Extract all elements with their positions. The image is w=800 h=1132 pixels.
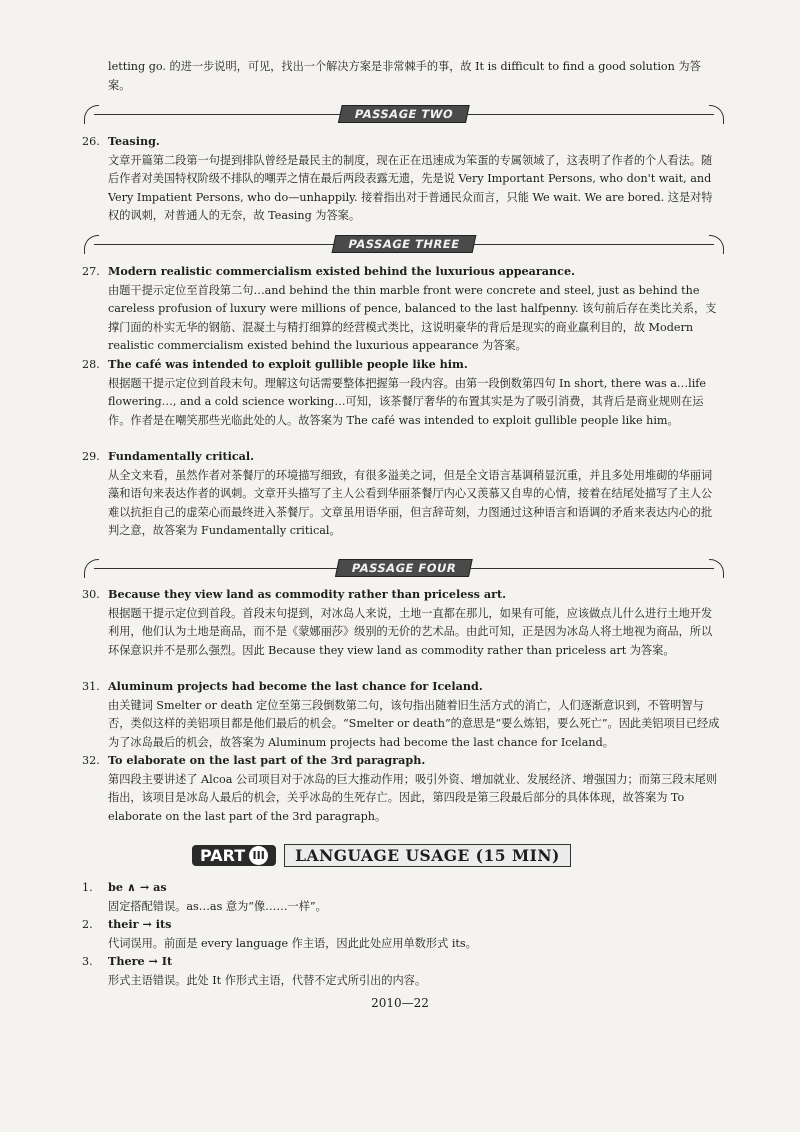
answer-26-head: Teasing. [108,134,160,148]
answer-26-body: 文章开篇第二段第一句提到排队曾经是最民主的制度，现在正在迅速成为笨蛋的专属领域了，这表明了作者的个人看法。随后作者对美国特权阶级不排队的嘲弄之情在最后两段表露无遗，先是说 Very Important Persons, who don't wait, and Very Impatient Persons, who do—unhappily. 接着指出对于普通民众而言，只能 We wait. We are bored. 这是对特权的讽刺，对普通人的无奈，故 Teasing 为答案。 [108,153,713,222]
part-title: LANGUAGE USAGE (15 MIN) [284,844,571,867]
passage-four-label: PASSAGE FOUR [335,559,473,577]
answer-28-body: 根据题干提示定位到首段末句。理解这句话需要整体把握第一段内容。由第一段倒数第四句 In short, there was a…life flowering…, and a cold science working…可知，该茶餐厅奢华的布置其实是为了吸引消费，其背后是商业规则在运作。作者是在嘲笑那些光临此处的人。故答案为 The café was intended to exploit gullible people like him。 [108,376,707,427]
passage-three-label: PASSAGE THREE [332,235,477,253]
answer-27: 27. Modern realistic commercialism existed behind the luxurious appearance. 由题干提示定位至首段第二句…and behind the thin marble front were concrete and steel, just as behind the careless profusion of luxury were millions of pence, balanced to the last halfpenny. 该句前后存在类比关系，支撑门面的朴实无华的钢筋、混凝土与精打细算的经营模式类比，这说明豪华的背后是现实的商业赢利目的，故 Modern realistic commercialism existed behind the luxurious appearance 为答案。 [82,262,722,356]
passage-two-label: PASSAGE TWO [338,105,470,123]
answer-29-body: 从全文来看，虽然作者对茶餐厅的环境描写细致，有很多溢美之词，但是全文语言基调稍显沉重，并且多处用堆砌的华丽词藻和语句来表达作者的讽刺。文章开头描写了主人公看到华丽茶餐厅内心又羡慕又自卑的心情，接着在结尾处描写了主人公难以抗拒自己的虚荣心而最终进入茶餐厅。文章虽用语华丽，但言辞苛刻，力图通过这种语言和语调的矛盾来表达内心的批判之意，故答案为 Fundamentally critical。 [108,468,713,537]
answer-32: 32. To elaborate on the last part of the 3rd paragraph. 第四段主要讲述了 Alcoa 公司项目对于冰岛的巨大推动作用；吸引外资、增加就业、发展经济、增强国力；而第三段末尾则指出，该项目是冰岛人最后的机会，关乎冰岛的生死存亡。因此，第四段是第三段最后部分的具体体现，故答案为 To elaborate on the last part of the 3rd paragraph。 [82,751,722,826]
answer-30-head: Because they view land as commodity rather than priceless art. [108,587,507,601]
correction-3-body: 形式主语错误。此处 It 作形式主语，代替不定式所引出的内容。 [108,973,427,987]
part-three-heading [192,842,571,868]
correction-2-body: 代词误用。前面是 every language 作主语，因此此处应用单数形式 its。 [108,936,477,950]
answer-32-head: To elaborate on the last part of the 3rd paragraph. [108,753,426,767]
intro-paragraph: letting go. 的进一步说明，可见，找出一个解决方案是非常棘手的事，故 It is difficult to find a good solution 为答案。 [108,60,701,92]
answer-31: 31. Aluminum projects had become the last chance for Iceland. 由关键词 Smelter or death 定位至第三段倒数第二句，该句指出随着旧生活方式的消亡，人们逐渐意识到，不管明智与否，类似这样的美铝项目都是他们最后的机会。“Smelter or death”的意思是“要么炼铝，要么死亡”。因此美铝项目已经成为了冰岛最后的机会，故答案为 Aluminum projects had become the last chance for Iceland。 [82,677,722,752]
correction-1-head: be ∧ → as [108,880,167,894]
answer-28: 28. The café was intended to exploit gullible people like him. 根据题干提示定位到首段末句。理解这句话需要整体把握第一段内容。由第一段倒数第四句 In short, there was a…life flowering…, and a cold science working…可知，该茶餐厅奢华的布置其实是为了吸引消费，其背后是商业规则在运作。作者是在嘲笑那些光临此处的人。故答案为 The café was intended to exploit gullible people like him。 [82,355,722,430]
correction-1-body: 固定搭配错误。as…as 意为“像……一样”。 [108,899,327,913]
answer-27-head: Modern realistic commercialism existed behind the luxurious appearance. [108,264,576,278]
answer-31-body: 由关键词 Smelter or death 定位至第三段倒数第二句，该句指出随着旧生活方式的消亡，人们逐渐意识到，不管明智与否，类似这样的美铝项目都是他们最后的机会。“Smelter or death”的意思是“要么炼铝，要么死亡”。因此美铝项目已经成为了冰岛最后的机会，故答案为 Aluminum projects had become the last chance for Iceland。 [108,698,720,749]
answer-29-head: Fundamentally critical. [108,449,255,463]
correction-1: 1. be ∧ → as 固定搭配错误。as…as 意为“像……一样”。 [82,878,722,916]
passage-four-banner [84,557,724,579]
correction-3-head: There → It [108,954,173,968]
answer-30-body: 根据题干提示定位到首段。首段末句提到，对冰岛人来说，土地一直都在那儿，如果有可能，应该做点儿什么进行土地开发利用，他们认为土地是商品，而不是《蒙娜丽莎》级别的无价的艺术品。由此可知，正是因为冰岛人将土地视为商品，所以环保意识并不是那么强烈。因此 Because they view land as commodity rather than priceless art 为答案。 [108,606,713,657]
passage-two-banner [84,103,724,125]
page-number: 2010—22 [371,996,429,1010]
answer-32-body: 第四段主要讲述了 Alcoa 公司项目对于冰岛的巨大推动作用；吸引外资、增加就业、发展经济、增强国力；而第三段末尾则指出，该项目是冰岛人最后的机会，关乎冰岛的生死存亡。因此，第四段是第三段最后部分的具体体现，故答案为 To elaborate on the last part of the 3rd paragraph。 [108,772,718,823]
part-roman-numeral: III [249,846,268,865]
answer-27-body: 由题干提示定位至首段第二句…and behind the thin marble front were concrete and steel, just as behind the careless profusion of luxury were millions of pence, balanced to the last halfpenny. 该句前后存在类比关系，支撑门面的朴实无华的钢筋、混凝土与精打细算的经营模式类比，这说明豪华的背后是现实的商业赢利目的，故 Modern realistic commercialism existed behind the luxurious appearance 为答案。 [108,283,717,352]
passage-three-banner [84,233,724,255]
answer-26: 26. Teasing. 文章开篇第二段第一句提到排队曾经是最民主的制度，现在正在迅速成为笨蛋的专属领域了，这表明了作者的个人看法。随后作者对美国特权阶级不排队的嘲弄之情在最后两段表露无遗，先是说 Very Important Persons, who don't wait, and Very Impatient Persons, who do—unhappily. 接着指出对于普通民众而言，只能 We wait. We are bored. 这是对特权的讽刺，对普通人的无奈，故 Teasing 为答案。 [82,132,722,226]
answer-30: 30. Because they view land as commodity rather than priceless art. 根据题干提示定位到首段。首段末句提到，对冰岛人来说，土地一直都在那儿，如果有可能，应该做点儿什么进行土地开发利用，他们认为土地是商品，而不是《蒙娜丽莎》级别的无价的艺术品。由此可知，正是因为冰岛人将土地视为商品，所以环保意识并不是那么强烈。因此 Because they view land as commodity rather than priceless art 为答案。 [82,585,722,660]
answer-29: 29. Fundamentally critical. 从全文来看，虽然作者对茶餐厅的环境描写细致，有很多溢美之词，但是全文语言基调稍显沉重，并且多处用堆砌的华丽词藻和语句来表达作者的讽刺。文章开头描写了主人公看到华丽茶餐厅内心又羡慕又自卑的心情，接着在结尾处描写了主人公难以抗拒自己的虚荣心而最终进入茶餐厅。文章虽用语华丽，但言辞苛刻，力图通过这种语言和语调的矛盾来表达内心的批判之意，故答案为 Fundamentally critical。 [82,447,722,541]
correction-3: 3. There → It 形式主语错误。此处 It 作形式主语，代替不定式所引出的内容。 [82,952,722,990]
answer-31-head: Aluminum projects had become the last chance for Iceland. [108,679,483,693]
correction-2-head: their → its [108,917,172,931]
part-badge: PART III [192,845,276,866]
answer-28-head: The café was intended to exploit gullible people like him. [108,357,468,371]
correction-2: 2. their → its 代词误用。前面是 every language 作主语，因此此处应用单数形式 its。 [82,915,722,953]
